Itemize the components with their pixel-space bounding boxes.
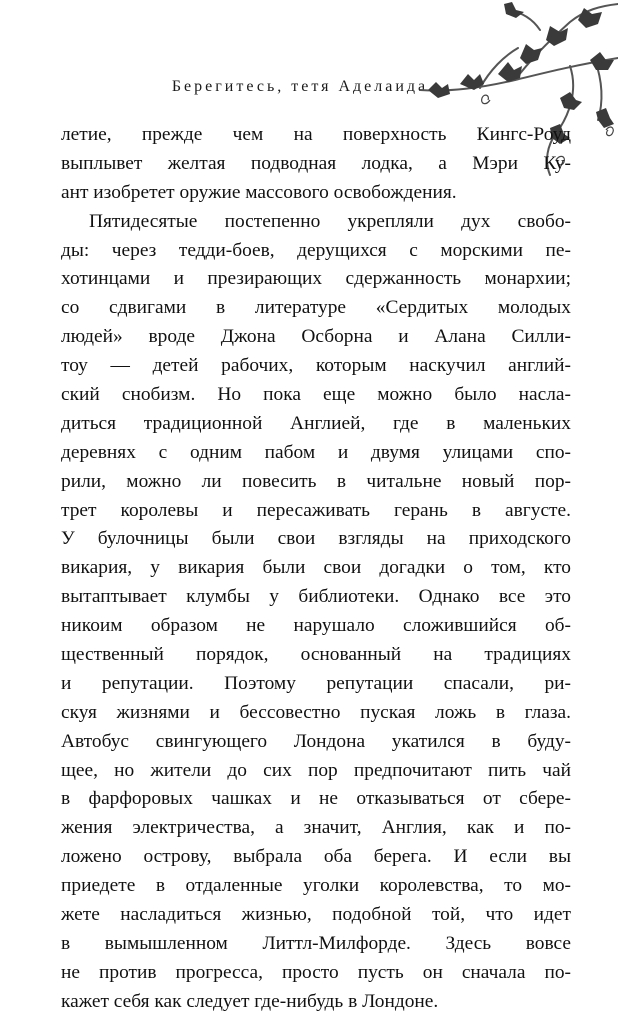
text-line-11: диться традиционной Англией, где в маленьких [61,412,571,434]
text-line-20: и репутации. Поэтому репутации спасали, ри- [61,672,571,694]
text-line-21: скуя жизнями и бессовестно пуская ложь в глаза. [61,701,571,723]
text-line-18: никоим образом не нарушало сложившийся об- [61,615,571,637]
text-line-28: жете насладиться жизнью, подобной той, что идет [61,904,571,926]
text-line-1: летие, прежде чем на поверхность Кингс-Роуд [61,124,571,145]
text-line-4: Пятидесятые постепенно укрепляли дух свобо- [89,210,571,232]
text-line-31: кажет себя как следует где-нибудь в Лондоне. [61,990,439,1012]
text-line-14: трет королевы и пересаживать герань в августе. [61,499,571,521]
text-line-23: щее, но жители до сих пор предпочитают пить чай [61,759,571,781]
text-line-9: тоу — детей рабочих, которым наскучил англий- [61,355,571,377]
text-line-25: жения электричества, а значит, Англия, как и по- [61,817,571,839]
text-line-12: деревнях с одним пабом и двумя улицами спо- [61,441,571,463]
running-header: Берегитесь, тетя Аделаида [171,78,429,95]
text-line-16: викария, у викария были свои догадки о том, кто [61,557,571,579]
text-line-6: хотинцами и презирающих сдержанность монархии; [61,268,571,290]
text-line-27: приедете в отдаленные уголки королевства, то мо- [61,875,571,897]
text-line-29: в вымышленном Литтл-Милфорде. Здесь вовсе [61,932,571,954]
text-line-5: ды: через тедди-боев, дерущихся с морскими пе- [61,239,571,261]
text-line-30: не против прогресса, просто пусть он сначала по- [61,961,571,983]
text-line-15: У булочницы были свои взгляды на приходского [61,528,571,550]
text-line-7: со сдвигами в литературе «Сердитых молодых [61,297,571,319]
page-body-text [61,121,571,1017]
text-line-19: щественный порядок, основанный на традициях [61,644,571,666]
text-line-8: людей» вроде Джона Осборна и Алана Силли- [61,326,571,348]
text-line-26: ложено острову, выбрала оба берега. И если вы [61,846,571,868]
text-line-2: выплывет желтая подводная лодка, а Мэри Ку- [61,152,571,174]
text-line-17: вытаптывает клумбы у библиотеки. Однако все это [61,586,571,608]
text-line-22: Автобус свингующего Лондона укатился в буду- [61,730,571,752]
text-line-10: ский снобизм. Но пока еще можно было насла- [61,384,571,406]
text-line-13: рили, можно ли повесить в читальне новый пор- [61,470,571,492]
text-line-24: в фарфоровых чашках и не отказываться от сбере- [61,788,571,810]
text-line-3: ант изобретет оружие массового освобождения. [61,181,457,203]
